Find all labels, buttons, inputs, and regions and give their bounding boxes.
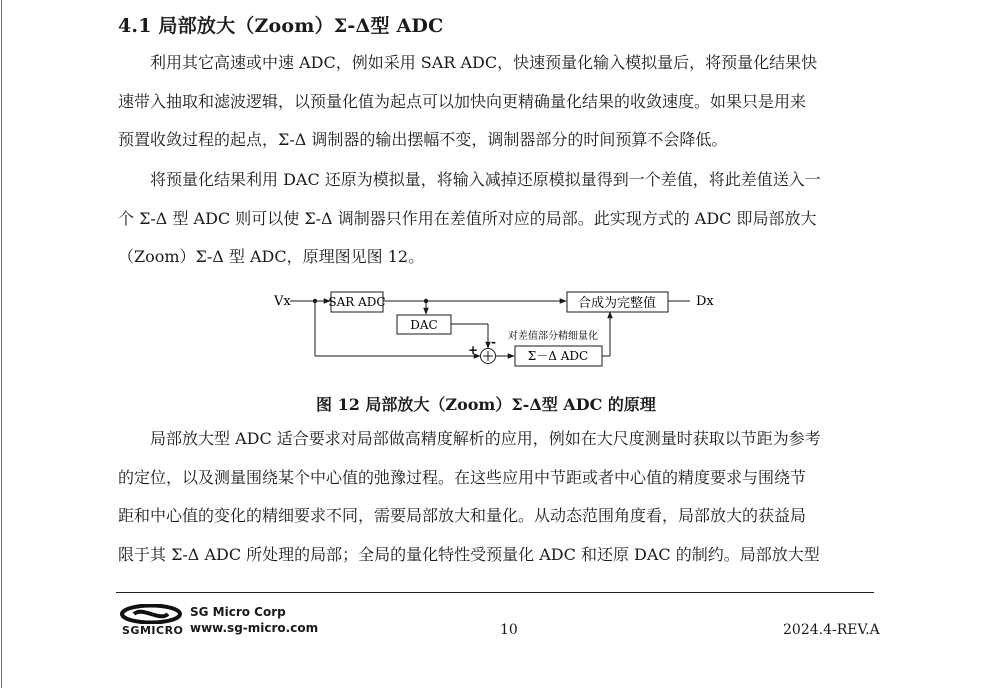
paragraph-zoom-principle [118,161,876,277]
page-left-border [1,0,2,688]
sar-adc-label: SAR ADC [328,295,386,309]
page-number: 10 [500,622,518,638]
paragraph-line: 速带入抽取和滤波逻辑，以预量化值为起点可以加快向更精确量化结果的收敛速度。如果只是用来 [118,91,807,111]
brand-wordmark: SGMICRO [122,624,184,637]
paragraph-line: 个 Σ-Δ 型 ADC 则可以使 Σ-Δ 调制器只作用在差值所对应的局部。此实现方式的 ADC 即局部放大 [118,208,817,228]
paragraph-line: 局部放大型 ADC 适合要求对局部做高精度解析的应用，例如在大尺度测量时获取以节距为参考 [150,429,821,448]
company-url: www.sg-micro.com [190,621,319,635]
footer-divider [116,592,874,593]
paragraph-line: 限于其 Σ-Δ ADC 所处理的局部；全局的量化特性受预量化 ADC 和还原 DAC 的制约。局部放大型 [118,544,820,564]
input-label-vx: Vx [274,294,291,309]
paragraph-line: 的定位，以及测量围绕某个中心值的弛豫过程。在这些应用中节距或者中心值的精度要求与围绕节 [118,467,807,487]
sgmicro-logo-icon [120,604,182,624]
dac-label: DAC [410,318,438,332]
combine-label: 合成为完整值 [577,296,657,311]
paragraph-line: 距和中心值的变化的精细要求不同，需要局部放大和量化。从动态范围角度看，局部放大的获益局 [118,506,807,525]
company-name: SG Micro Corp [190,605,286,619]
summer-minus-sign: - [491,335,496,349]
paragraph-line: 预置收敛过程的起点，Σ-Δ 调制器的输出摆幅不变，调制器部分的时间预算不会降低。 [118,130,728,149]
paragraph-line: （Zoom）Σ-Δ 型 ADC，原理图见图 12。 [118,247,425,266]
paragraph-prequantization [118,44,876,160]
fine-quantization-label: 对差值部分精细量化 [508,331,598,342]
paragraph-applications [118,420,876,574]
output-label-dx: Dx [696,294,714,309]
figure-caption: 图 12 局部放大（Zoom）Σ-Δ型 ADC 的原理 [316,395,656,414]
sigma-delta-adc-label: Σ－Δ ADC [527,349,589,363]
paragraph-line: 将预量化结果利用 DAC 还原为模拟量，将输入减掉还原模拟量得到一个差值，将此差值送入一 [150,170,821,189]
summer-plus-sign: + [468,343,479,357]
paragraph-line: 利用其它高速或中速 ADC，例如采用 SAR ADC，快速预量化输入模拟量后，将预量化结果快 [150,53,818,72]
zoom-adc-block-diagram [270,288,730,378]
section-heading: 4.1 局部放大（Zoom）Σ-Δ型 ADC [118,15,444,37]
document-revision: 2024.4-REV.A [783,622,880,638]
